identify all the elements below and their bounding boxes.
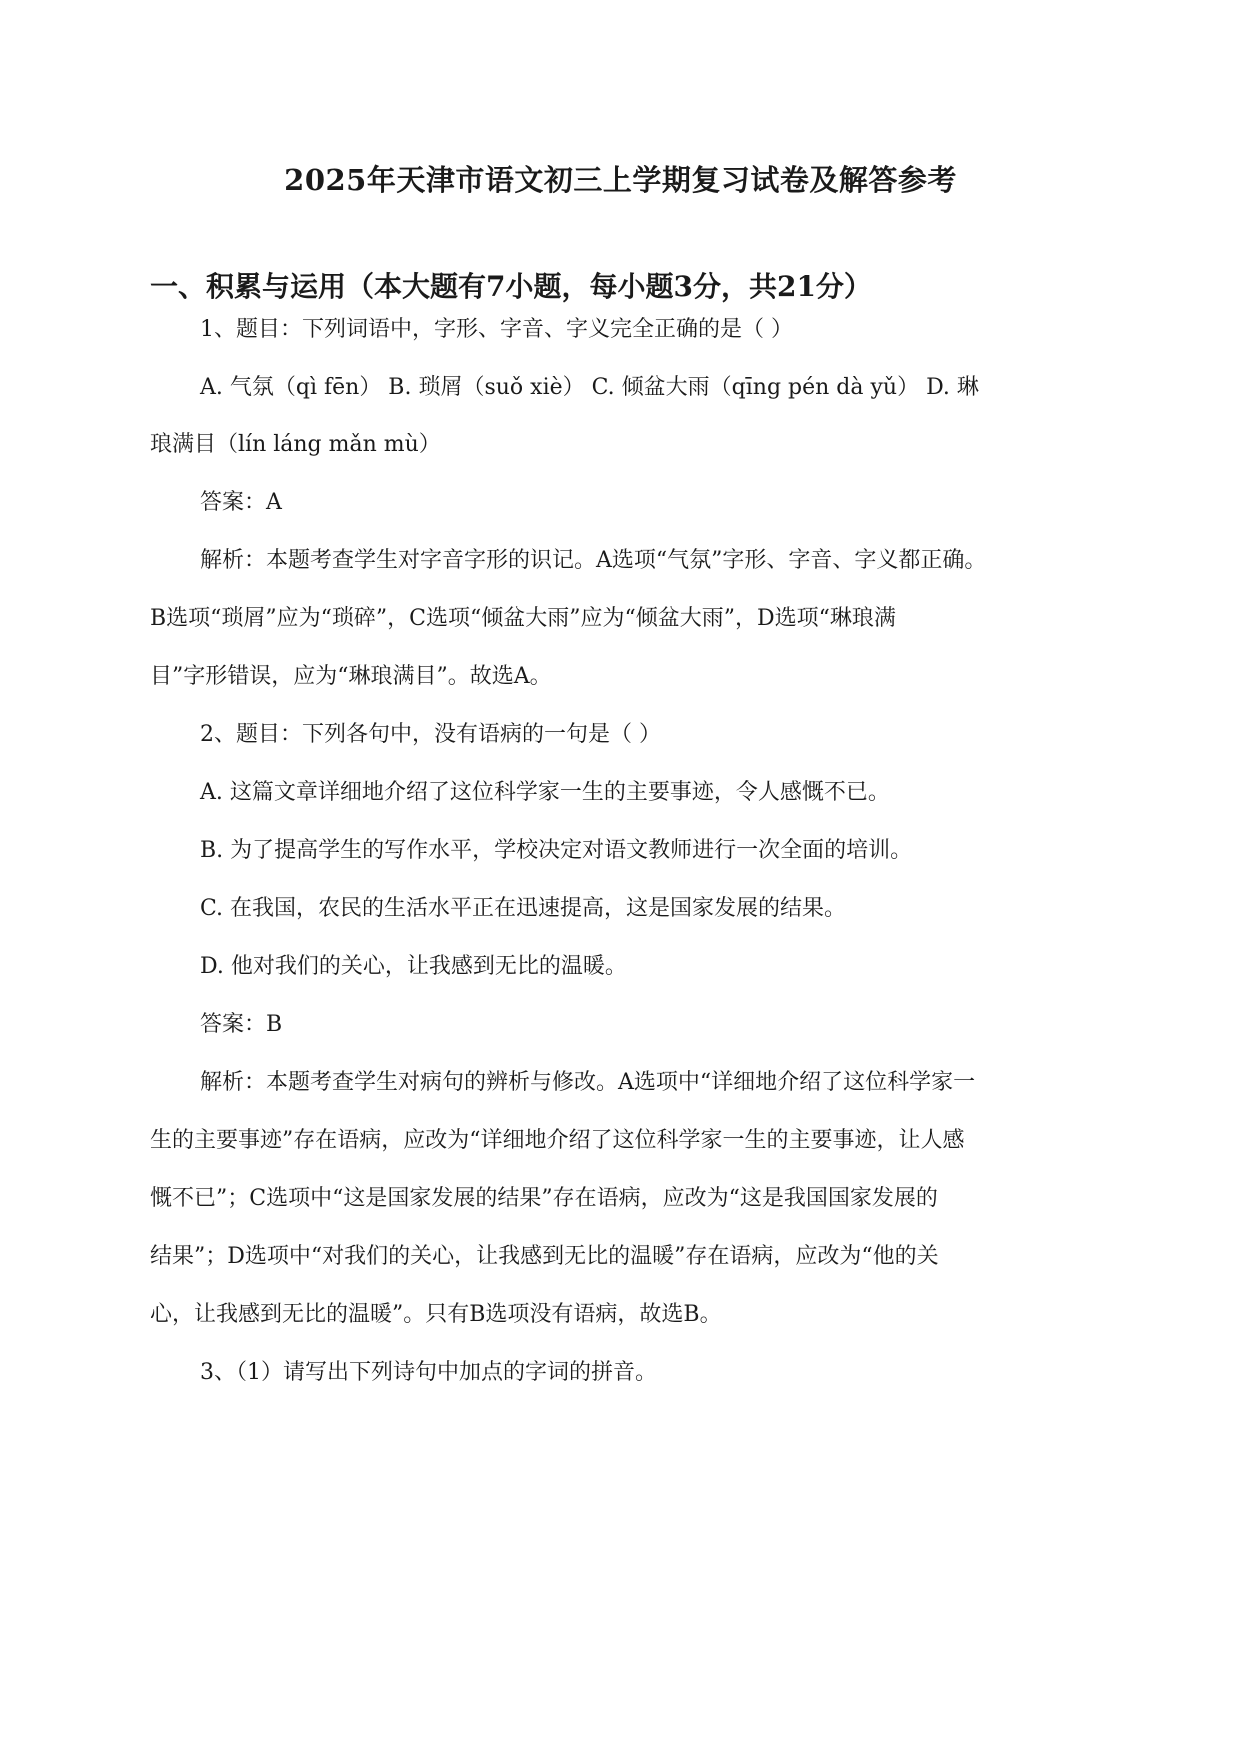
document-title: 2025年天津市语文初三上学期复习试卷及解答参考 (284, 163, 957, 197)
q2-analysis-line-5: 心，让我感到无比的温暖”。只有B选项没有语病，故选B。 (150, 1302, 722, 1327)
q2-option-b: B. 为了提高学生的写作水平，学校决定对语文教师进行一次全面的培训。 (200, 838, 913, 863)
q2-answer: 答案：B (200, 1012, 283, 1037)
q1-stem: 1、题目：下列词语中，字形、字音、字义完全正确的是（ ） (200, 317, 793, 342)
q2-analysis-line-1: 解析：本题考查学生对病句的辨析与修改。A选项中“详细地介绍了这位科学家一 (200, 1070, 976, 1095)
section-heading: 一、积累与运用（本大题有7小题，每小题3分，共21分） (150, 270, 872, 303)
q2-option-a: A. 这篇文章详细地介绍了这位科学家一生的主要事迹，令人感慨不已。 (200, 780, 890, 805)
q1-analysis-line-2: B选项“琐屑”应为“琐碎”，C选项“倾盆大雨”应为“倾盆大雨”，D选项“琳琅满 (150, 606, 896, 631)
q1-options-line-1: A. 气氛（qì fēn） B. 琐屑（suǒ xiè） C. 倾盆大雨（qīng pén dà yǔ） D. 琳 (200, 375, 979, 400)
q1-analysis-line-3: 目”字形错误，应为“琳琅满目”。故选A。 (150, 664, 552, 689)
q2-analysis-line-2: 生的主要事迹”存在语病，应改为“详细地介绍了这位科学家一生的主要事迹，让人感 (150, 1128, 965, 1153)
q2-option-c: C. 在我国，农民的生活水平正在迅速提高，这是国家发展的结果。 (200, 896, 847, 921)
q2-analysis-line-3: 慨不已”；C选项中“这是国家发展的结果”存在语病，应改为“这是我国国家发展的 (150, 1186, 938, 1211)
q1-options-line-2: 琅满目（lín láng mǎn mù） (150, 432, 441, 457)
q2-option-d: D. 他对我们的关心，让我感到无比的温暖。 (200, 954, 627, 979)
q2-analysis-line-4: 结果”；D选项中“对我们的关心，让我感到无比的温暖”存在语病，应改为“他的关 (150, 1244, 939, 1269)
q3-stem: 3、（1）请写出下列诗句中加点的字词的拼音。 (200, 1360, 657, 1385)
q1-answer: 答案：A (200, 490, 282, 515)
q1-analysis-line-1: 解析：本题考查学生对字音字形的识记。A选项“气氛”字形、字音、字义都正确。 (200, 548, 987, 573)
q2-stem: 2、题目：下列各句中，没有语病的一句是（ ） (200, 722, 661, 747)
